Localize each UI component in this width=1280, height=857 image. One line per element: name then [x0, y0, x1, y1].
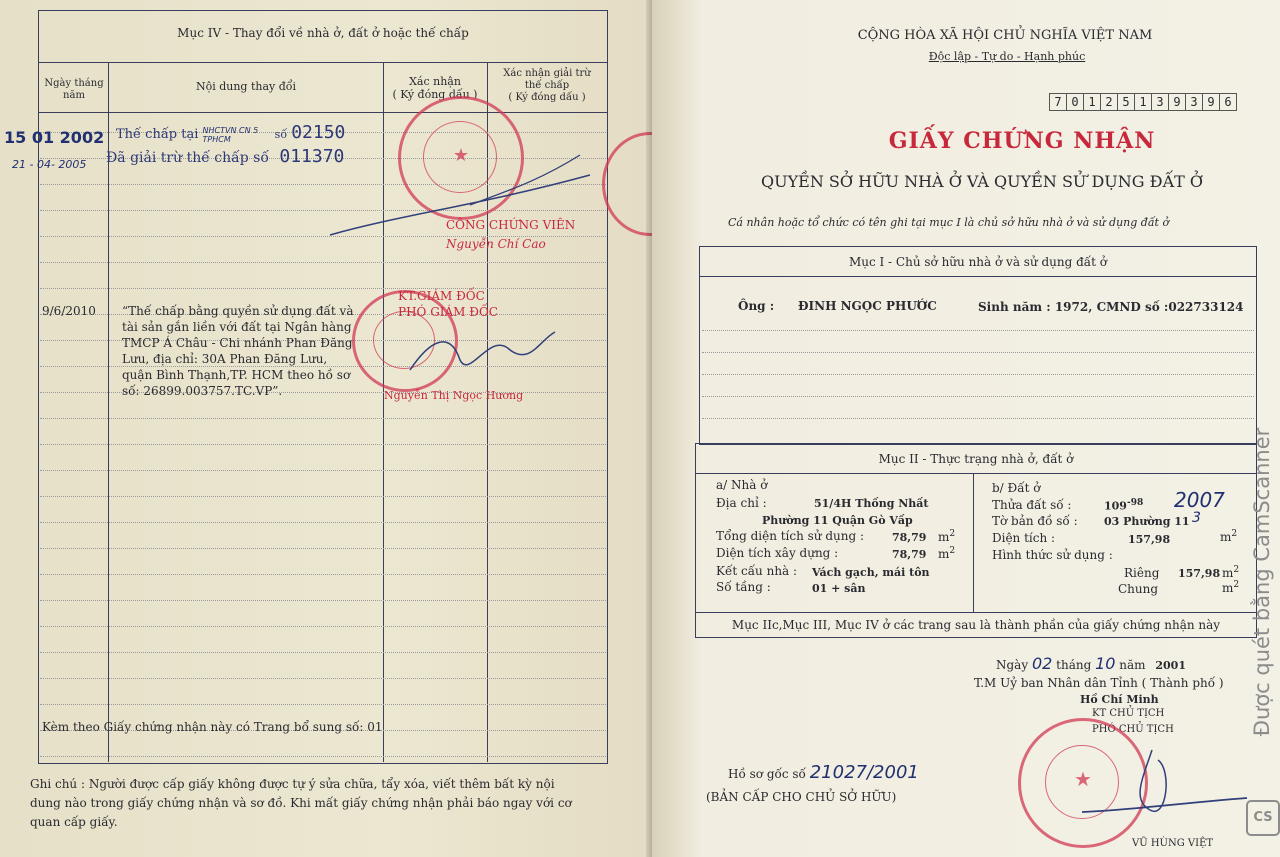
usage-label: Hình thức sử dụng :: [992, 548, 1113, 562]
address-line-1: 51/4H Thống Nhất: [814, 497, 929, 510]
national-motto: Độc lập - Tự do - Hạnh phúc: [928, 50, 1086, 63]
entry-2-line: TMCP Á Châu - Chi nhánh Phan Đăng: [122, 336, 353, 350]
plot-label: Thửa đất số :: [992, 498, 1072, 512]
attachment-note: Kèm theo Giấy chứng nhận này có Trang bổ sung số: 01: [42, 720, 383, 734]
certificate-title: GIẤY CHỨNG NHẬN: [888, 128, 1156, 154]
entry-2-line: “Thế chấp bằng quyền sử dụng đất và: [122, 304, 354, 318]
house-heading: a/ Nhà ở: [716, 478, 768, 492]
entry-1-release-line: Đã giải trừ thế chấp số 011370: [106, 146, 345, 167]
serial-number: [1050, 93, 1237, 111]
section-1-title: Mục I - Chủ sở hữu nhà ở và sử dụng đất ở: [848, 255, 1108, 269]
section-2-title: Mục II - Thực trạng nhà ở, đất ở: [878, 452, 1074, 466]
notary-name: Nguyễn Chí Cao: [446, 237, 546, 251]
notary-title: CÔNG CHỨNG VIÊN: [446, 218, 576, 232]
serial-digit: 3: [1185, 93, 1203, 111]
serial-digit: 1: [1134, 93, 1152, 111]
footnote: Ghi chú : Người được cấp giấy không được tự ý sửa chữa, tẩy xóa, viết thêm bất kỳ nội dung nào trong giấy chứng nhận và sơ đồ. Khi mất giấy chứng nhận phải báo ngay với cơ quan cấp giấy.: [30, 777, 572, 829]
section-iv-title: Mục IV - Thay đổi về nhà ở, đất ở hoặc thế chấp: [177, 26, 469, 40]
serial-digit: 9: [1168, 93, 1186, 111]
build-area: 78,79: [892, 548, 927, 561]
serial-digit: 6: [1219, 93, 1237, 111]
land-area: 157,98: [1128, 533, 1171, 546]
owner-copy-note: (BẢN CẤP CHO CHỦ SỞ HỮU): [706, 790, 897, 804]
city: Hồ Chí Minh: [1080, 693, 1159, 706]
entry-2-line: Lưu, địa chỉ: 30A Phan Đăng Lưu,: [122, 352, 328, 366]
committee-signature: [1072, 740, 1252, 830]
entry-1-mortgage-line: Thế chấp tại NHCTVN CN 5 TPHCM số 02150: [116, 122, 346, 144]
map-handwritten: 3: [1192, 510, 1201, 526]
director-name: Nguyễn Thị Ngọc Hương: [384, 389, 524, 402]
usable-area: 78,79: [892, 531, 927, 544]
signer-name: VŨ HÙNG VIỆT: [1132, 838, 1214, 849]
serial-digit: 7: [1049, 93, 1067, 111]
camscanner-logo: CS: [1246, 800, 1280, 836]
entry-2-line: quận Bình Thạnh,TP. HCM theo hồ sơ: [122, 368, 351, 382]
director-title: KT.GIÁM ĐỐC PHÓ GIÁM ĐỐC: [398, 289, 498, 319]
usable-area-unit: $m^2$: [938, 529, 956, 544]
notary-stamp: ★: [398, 96, 524, 220]
serial-digit: 5: [1117, 93, 1135, 111]
entry-1-release-date: 21 - 04- 2005: [12, 158, 87, 171]
release-stamp: [602, 132, 652, 236]
land-heading: b/ Đất ở: [992, 481, 1041, 495]
owner-name: ĐINH NGỌC PHƯỚC: [798, 299, 937, 313]
camscanner-watermark: Được quét bằng CamScanner: [1250, 427, 1274, 737]
signer-title: KT CHỦ TỊCH PHÓ CHỦ TỊCH: [1092, 708, 1174, 735]
components-note: Mục IIc,Mục III, Mục IV ở các trang sau là thành phần của giấy chứng nhận này: [731, 618, 1221, 632]
entry-1-date: 15 01 2002: [4, 128, 105, 147]
build-area-unit: $m^2$: [938, 546, 956, 561]
certificate-intro: Cá nhân hoặc tổ chức có tên ghi tại mục I là chủ sở hữu nhà ở và sử dụng đất ở: [728, 216, 1170, 229]
private-area: 157,98: [1178, 567, 1221, 580]
usable-area-label: Tổng diện tích sử dụng :: [716, 529, 865, 543]
national-title: CỘNG HÒA XÃ HỘI CHỦ NGHĨA VIỆT NAM: [857, 28, 1153, 43]
entry-2-line: tài sản gắn liền với đất tại Ngân hàng: [122, 320, 352, 334]
entry-2-content: [122, 303, 353, 399]
shared-unit: $m^2$: [1222, 580, 1240, 595]
right-page: [652, 0, 1280, 857]
col-content-header: Nội dung thay đổi: [195, 80, 297, 93]
serial-digit: 3: [1151, 93, 1169, 111]
serial-digit: 9: [1202, 93, 1220, 111]
certificate-subtitle: QUYỀN SỞ HỮU NHÀ Ở VÀ QUYỀN SỬ DỤNG ĐẤT Ở: [761, 172, 1203, 191]
entry-2-line: số: 26899.003757.TC.VP”.: [122, 384, 283, 398]
serial-digit: 2: [1100, 93, 1118, 111]
col-confirm-header: Xác nhận ( Ký đóng dấu ): [392, 75, 478, 101]
floors: 01 + sân: [812, 582, 866, 595]
structure-label: Kết cấu nhà :: [716, 564, 798, 578]
serial-digit: 0: [1066, 93, 1084, 111]
build-area-label: Diện tích xây dựng :: [716, 546, 839, 560]
land-area-label: Diện tích :: [992, 531, 1056, 545]
structure: Vách gạch, mái tôn: [812, 566, 930, 579]
entry-2-date: 9/6/2010: [42, 304, 96, 318]
col-date-header: Ngày tháng năm: [44, 78, 104, 101]
address-label: Địa chỉ :: [716, 496, 767, 510]
committee: T.M Uỷ ban Nhân dân Tỉnh ( Thành phố ): [974, 676, 1224, 690]
plot-handwritten: 2007: [1174, 488, 1225, 512]
issue-date: Ngày 02 tháng 10 năm 2001: [996, 654, 1186, 673]
owner-info: Sinh năm : 1972, CMND số :022733124: [978, 300, 1244, 314]
col-release-header: Xác nhận giải trừ thế chấp ( Ký đóng dấu ): [503, 68, 591, 103]
map-label: Tờ bản đồ số :: [992, 514, 1078, 528]
serial-digit: 1: [1083, 93, 1101, 111]
plot-number: $109^{-98}$: [1104, 498, 1144, 513]
committee-stamp: ★: [1018, 718, 1148, 848]
land-area-unit: $m^2$: [1220, 529, 1238, 544]
floors-label: Số tầng :: [716, 580, 771, 594]
private-label: Riêng: [1124, 566, 1160, 580]
private-unit: $m^2$: [1222, 565, 1240, 580]
shared-label: Chung: [1118, 582, 1159, 596]
address-line-2: Phường 11 Quận Gò Vấp: [762, 514, 913, 527]
map-number: 03 Phường 11: [1104, 515, 1190, 528]
owner-label: Ông :: [738, 299, 775, 313]
director-signature: [400, 320, 560, 380]
dossier-number: Hồ sơ gốc số 21027/2001: [728, 762, 919, 783]
notary-signature: [320, 135, 600, 245]
